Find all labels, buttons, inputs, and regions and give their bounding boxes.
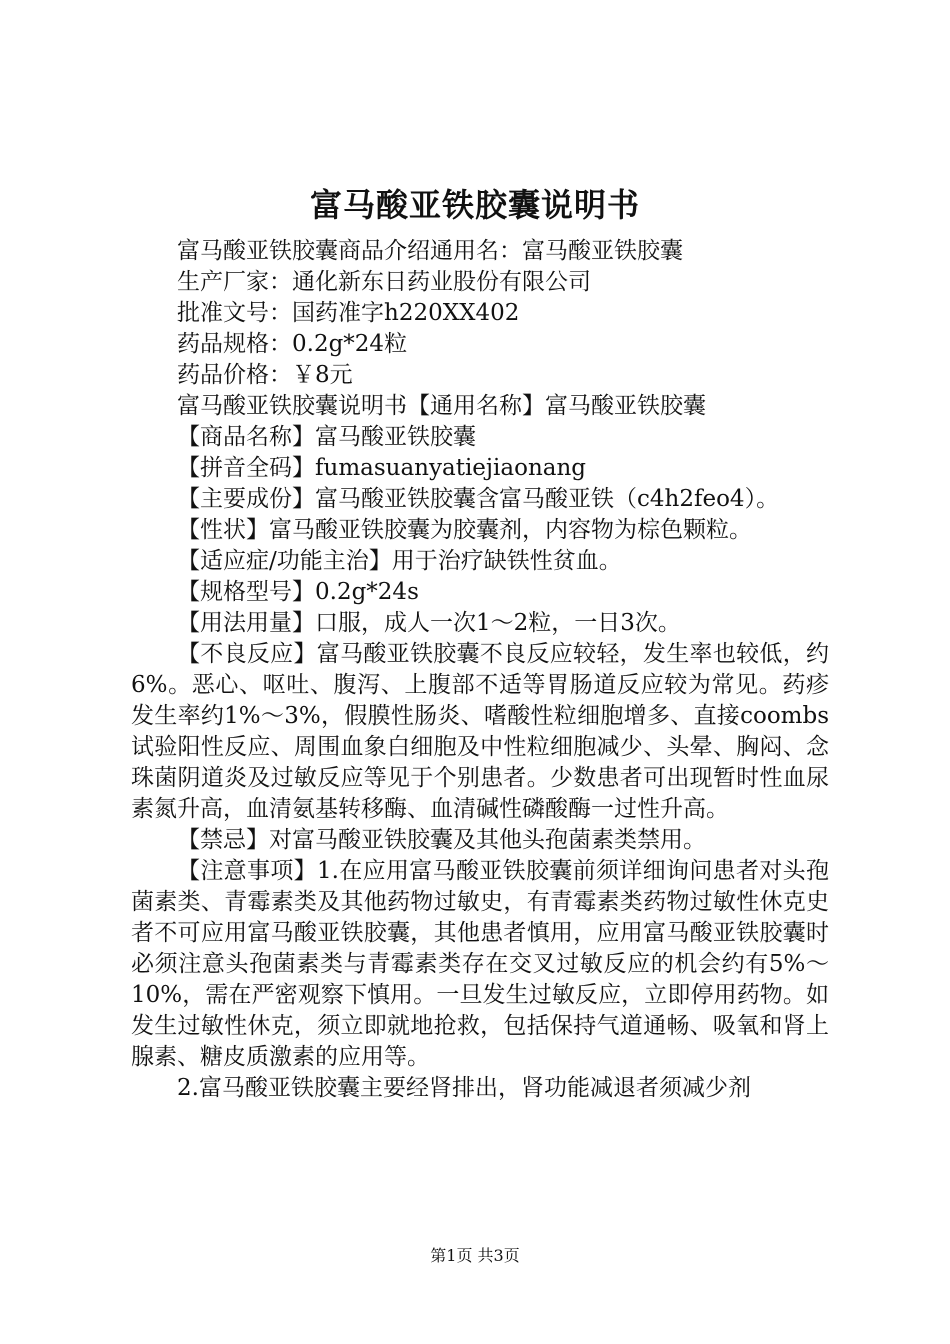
page-footer: 第1页 共3页 — [430, 1246, 520, 1265]
paragraph-contraindications: 【禁忌】对富马酸亚铁胶囊及其他头孢菌素类禁用。 — [177, 827, 706, 853]
paragraph-ingredients: 【主要成份】富马酸亚铁胶囊含富马酸亚铁（c4h2feo4）。 — [177, 486, 780, 512]
document-body — [131, 236, 829, 1104]
paragraph-precautions: 【注意事项】1.在应用富马酸亚铁胶囊前须详细询问患者对头孢菌素类、青霉素类及其他药物过敏史，有青霉素类药物过敏性休克史者不可应用富马酸亚铁胶囊，其他患者慎用，应用富马酸亚铁胶囊时必须注意头孢菌素类与青霉素类存在交叉过敏反应的机会约有5%～10%，需在严密观察下慎用。一旦发生过敏反应，立即停用药物。如发生过敏性休克，须立即就地抢救，包括保持气道通畅、吸氧和肾上腺素、糖皮质激素的应用等。 — [131, 858, 829, 1070]
document-title: 富马酸亚铁胶囊说明书 — [309, 186, 640, 224]
paragraph-precautions-2: 2.富马酸亚铁胶囊主要经肾排出，肾功能减退者须减少剂 — [177, 1075, 751, 1101]
paragraph-pinyin: 【拼音全码】fumasuanyatiejiaonang — [177, 455, 587, 481]
paragraph-manufacturer: 生产厂家：通化新东日药业股份有限公司 — [177, 269, 591, 295]
paragraph-generic-name: 富马酸亚铁胶囊说明书【通用名称】富马酸亚铁胶囊 — [177, 393, 706, 419]
paragraph-intro: 富马酸亚铁胶囊商品介绍通用名：富马酸亚铁胶囊 — [177, 238, 683, 264]
paragraph-approval-number: 批准文号：国药准字h220XX402 — [177, 300, 520, 326]
paragraph-indications: 【适应症/功能主治】用于治疗缺铁性贫血。 — [177, 548, 622, 574]
paragraph-adverse-reactions: 【不良反应】富马酸亚铁胶囊不良反应较轻，发生率也较低，约6%。恶心、呕吐、腹泻、上腹部不适等胃肠道反应较为常见。药疹发生率约1%～3%，假膜性肠炎、嗜酸性粒细胞增多、直接coombs试验阳性反应、周围血象白细胞及中性粒细胞减少、头晕、胸闷、念珠菌阴道炎及过敏反应等见于个别患者。少数患者可出现暂时性血尿素氮升高，血清氨基转移酶、血清碱性磷酸酶一过性升高。 — [131, 641, 829, 822]
paragraph-description: 【性状】富马酸亚铁胶囊为胶囊剂，内容物为棕色颗粒。 — [177, 517, 752, 543]
paragraph-trade-name: 【商品名称】富马酸亚铁胶囊 — [177, 424, 476, 450]
paragraph-specification: 药品规格：0.2g*24粒 — [177, 331, 408, 357]
paragraph-price: 药品价格：￥8元 — [177, 362, 353, 388]
paragraph-model: 【规格型号】0.2g*24s — [177, 579, 419, 605]
paragraph-dosage: 【用法用量】口服，成人一次1～2粒，一日3次。 — [177, 610, 681, 636]
